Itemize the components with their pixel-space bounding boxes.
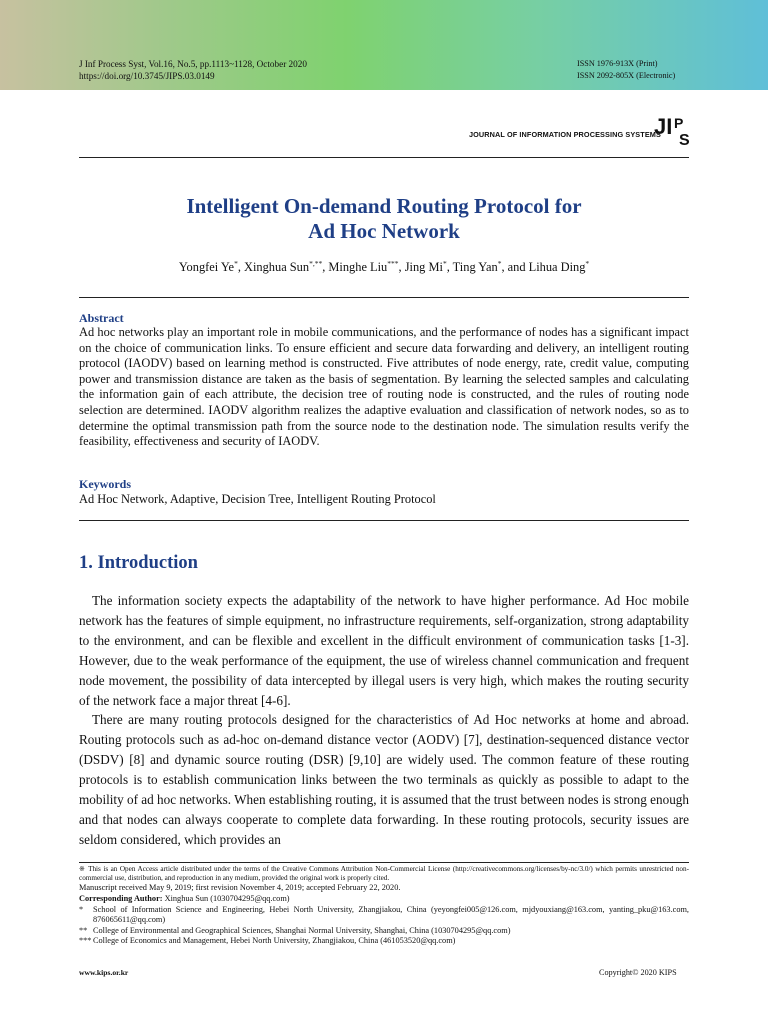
affiliation-mark: *** <box>79 936 92 946</box>
author-name: Ting Yan <box>452 260 498 275</box>
svg-text:JI: JI <box>654 114 673 139</box>
manuscript-dates: Manuscript received May 9, 2019; first revision November 4, 2019; accepted February 22, 2020. <box>79 883 401 893</box>
license-note: ※ This is an Open Access article distributed under the terms of the Creative Commons Attribution Non-Commercial License (http://creativecommons.org/licenses/by-nc/3.0/) which permits unrestricted non-commercial use, distribution, and reproduction in any medium, provided the original work is properly cited. <box>79 865 689 883</box>
issn-print: ISSN 1976-913X (Print) <box>577 59 658 68</box>
affiliation-mark: ** <box>79 925 88 935</box>
author-mark: * <box>442 259 447 268</box>
abstract-text: Ad hoc networks play an important role in mobile communications, and the performance of nodes has a significant impact on the choice of communication links. To ensure efficient and secure data forwarding and delivery, an intelligent routing protocol (IAODV) based on learning method is constructed. Five attributes of node energy, rate, credit value, computing power and transmission distance are taken as the basis of segmentation. By learning the selected samples and calculating the information gain of each attribute, the decision tree of routing node is constructed, and the rules of routing node selection are determined. IAODV algorithm realizes the adaptive evaluation and classification of network nodes, so as to determine the optimal transmission path from the source node to the destination node. The simulation results verify the feasibility, effectiveness and security of IAODV. <box>79 325 689 449</box>
affiliation-item <box>79 936 689 947</box>
svg-text:P: P <box>674 115 684 131</box>
keywords-text: Ad Hoc Network, Adaptive, Decision Tree, Intelligent Routing Protocol <box>79 492 436 506</box>
abstract-label: Abstract <box>79 311 124 325</box>
author-list <box>79 259 689 275</box>
author-name: Xinghua Sun <box>244 260 310 275</box>
doi-link[interactable]: https://doi.org/10.3745/JIPS.03.0149 <box>79 71 215 81</box>
section-heading-introduction: 1. Introduction <box>79 553 198 573</box>
citation-line: J Inf Process Syst, Vol.16, No.5, pp.1113~1128, October 2020 <box>79 59 307 69</box>
affiliation-text: College of Economics and Management, Hebei North University, Zhangjiakou, China (461053520@qq.com) <box>93 936 456 946</box>
issn-electronic: ISSN 2092-805X (Electronic) <box>577 71 676 80</box>
paragraph: The information society expects the adaptability of the network to have higher performance. Ad Hoc mobile network has the features of simple equipment, no infrastructure requirements, self-organization, strong adaptability to the environment, and can be flexible and excellent in the difficult environment of communication tasks [1-3]. However, due to the weak performance of the equipment, the use of wireless channel communication and frequent node movement, the possibility of data intercepted by illegal users is very high, which makes the routing security of the network face a major threat [4-6]. <box>79 593 689 708</box>
affiliation-text: School of Information Science and Engineering, Hebei North University, Zhangjiakou, China (yeyongfei005@126.com, mjdyouxiang@163.com, yanting_pku@163.com, 876065611@qq.com) <box>93 904 689 925</box>
author-mark: * <box>585 259 590 268</box>
keywords-label: Keywords <box>79 477 131 491</box>
footnote-rule <box>79 862 689 863</box>
affiliation-mark: * <box>79 904 84 914</box>
abstract-bottom-rule <box>79 520 689 521</box>
corresponding-label: Corresponding Author: <box>79 894 163 903</box>
author-mark: *,** <box>309 259 323 268</box>
author-sep: , <box>237 260 245 275</box>
corresponding-value: Xinghua Sun (1030704295@qq.com) <box>162 894 290 903</box>
jips-logo-icon <box>654 112 694 148</box>
journal-name: JOURNAL OF INFORMATION PROCESSING SYSTEMS <box>469 130 661 139</box>
affiliation-text: College of Environmental and Geographical Sciences, Shanghai Normal University, Shanghai, China (1030704295@qq.com) <box>93 925 511 935</box>
introduction-body <box>79 591 689 850</box>
paragraph: There are many routing protocols designed for the characteristics of Ad Hoc networks at home and abroad. Routing protocols such as ad-hoc on-demand distance vector (AODV) [7], destination-sequenced distance vector (DSDV) [8] and dynamic source routing (DSR) [9,10] are widely used. The common feature of these routing protocols is to establish communication links between the two terminals as quickly as possible to adapt to the mobility of ad hoc networks. When establishing routing, it is assumed that the trust between nodes is strong enough and that nodes can always cooperate to complete data forwarding. In these routing protocols, security issues are seldom considered, which provides an <box>79 712 689 847</box>
author-sep: , <box>398 260 405 275</box>
author-mark: * <box>234 259 238 268</box>
abstract-top-rule <box>79 297 689 298</box>
paper-title <box>79 194 689 244</box>
affiliation-item <box>79 905 689 926</box>
author-sep: , and <box>501 260 529 275</box>
footer-copyright: Copyright© 2020 KIPS <box>599 968 677 977</box>
author-name: Jing Mi <box>404 260 443 275</box>
author-name: Yongfei Ye <box>178 260 235 275</box>
title-line-1: Intelligent On-demand Routing Protocol for <box>186 194 582 218</box>
author-sep: , <box>322 260 329 275</box>
footnotes <box>79 865 689 947</box>
title-line-2: Ad Hoc Network <box>308 219 460 243</box>
author-name: Lihua Ding <box>528 260 586 275</box>
issn-block <box>577 58 675 82</box>
author-sep: , <box>446 260 453 275</box>
svg-text:S: S <box>679 132 690 148</box>
footer-website-link[interactable]: www.kips.or.kr <box>79 968 129 977</box>
corresponding-author <box>79 894 689 905</box>
header-rule <box>79 157 689 158</box>
journal-citation <box>79 58 307 82</box>
author-mark: *** <box>387 259 399 268</box>
affiliation-item <box>79 926 689 937</box>
author-mark: * <box>497 259 502 268</box>
author-name: Minghe Liu <box>328 260 388 275</box>
